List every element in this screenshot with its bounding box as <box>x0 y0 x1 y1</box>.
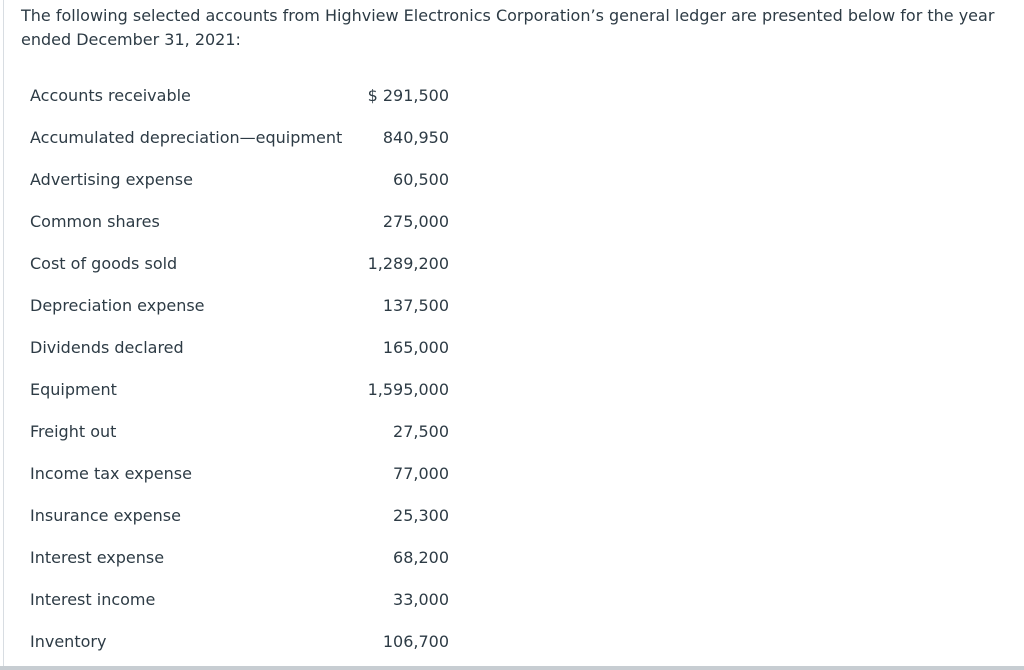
account-name: Common shares <box>30 212 160 231</box>
account-amount: 60,500 <box>393 170 449 189</box>
ledger-row <box>0 453 480 495</box>
ledger-row <box>0 117 480 159</box>
account-name: Dividends declared <box>30 338 184 357</box>
account-amount: 27,500 <box>393 422 449 441</box>
account-amount: 1,595,000 <box>367 380 449 399</box>
intro-paragraph: The following selected accounts from Highview Electronics Corporation’s general ledger are presented below for the year ended December 31, 2021: <box>21 6 995 49</box>
account-name: Freight out <box>30 422 117 441</box>
ledger-row <box>0 285 480 327</box>
account-amount: 106,700 <box>382 632 449 651</box>
account-amount: $ 291,500 <box>367 86 449 105</box>
account-name: Insurance expense <box>30 506 181 525</box>
account-amount: 137,500 <box>382 296 449 315</box>
account-name: Equipment <box>30 380 117 399</box>
account-amount: 1,289,200 <box>367 254 449 273</box>
ledger-row <box>0 411 480 453</box>
account-name: Advertising expense <box>30 170 193 189</box>
account-amount: 33,000 <box>393 590 449 609</box>
account-amount: 275,000 <box>382 212 449 231</box>
account-name: Accumulated depreciation—equipment <box>30 128 343 147</box>
account-name: Interest income <box>30 590 156 609</box>
bottom-border <box>0 666 1024 670</box>
ledger-row <box>0 621 480 663</box>
account-name: Cost of goods sold <box>30 254 178 273</box>
account-amount: 77,000 <box>393 464 449 483</box>
ledger-table <box>0 75 480 663</box>
ledger-row <box>0 369 480 411</box>
account-amount: 840,950 <box>382 128 449 147</box>
ledger-row <box>0 75 480 117</box>
ledger-row <box>0 495 480 537</box>
account-name: Depreciation expense <box>30 296 205 315</box>
account-amount: 25,300 <box>393 506 449 525</box>
ledger-row <box>0 201 480 243</box>
account-amount: 68,200 <box>393 548 449 567</box>
ledger-row <box>0 327 480 369</box>
ledger-row <box>0 579 480 621</box>
account-name: Accounts receivable <box>30 86 191 105</box>
ledger-row <box>0 537 480 579</box>
account-name: Interest expense <box>30 548 165 567</box>
ledger-row <box>0 159 480 201</box>
account-amount: 165,000 <box>382 338 449 357</box>
ledger-row <box>0 243 480 285</box>
account-name: Income tax expense <box>30 464 192 483</box>
account-name: Inventory <box>30 632 107 651</box>
